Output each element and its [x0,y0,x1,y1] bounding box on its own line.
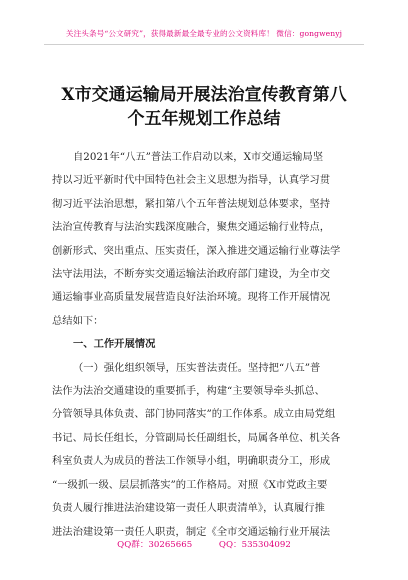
document-body [52,146,360,544]
body-line: 创新形式、突出重点、压实责任，深入推进交通运输行业尊法学 [52,244,341,257]
footer-contact [0,538,408,550]
body-line: 科室负责人为成员的普法工作领导小组，明确职责分工，形成 [52,455,331,468]
document-title [30,83,378,131]
body-line: 自2021年“八五”普法工作启动以来，X市交通运输局坚 [73,151,324,163]
body-line: 书记、局长任组长，分管副局长任副组长，局属各单位、机关各 [52,431,341,444]
footer-qq: QQ：535304092 [218,540,291,550]
title-line-2: 个五年规划工作总结 [127,109,281,129]
body-line: 法治宣传教育与法治实践深度融合，聚焦交通运输行业特点， [52,221,331,234]
header-divider [44,44,364,45]
header-promo-note: 关注头条号“公文研究”，获得最新最全最专业的公文资料库！ 微信：gongwenyj [65,29,343,38]
body-line: “一级抓一级、层层抓落实”的工作格局。对照《X市党政主要 [52,478,328,491]
body-line: 持以习近平新时代中国特色社会主义思想为指导，认真学习贯 [52,174,331,187]
body-line: 分管领导具体负责、部门协同落实”的工作体系。成立由局党组 [52,408,336,421]
section-heading: 一、工作开展情况 [73,338,156,351]
body-line: 通运输事业高质量发展营造良好法治环境。现将工作开展情况 [52,291,331,304]
body-line: （一）强化组织领导，压实普法责任。坚持把“八五”普 [73,361,321,374]
body-line: 法作为法治交通建设的重要抓手，构建“主要领导牵头抓总、 [52,385,325,398]
body-line: 进法治建设第一责任人职责，制定《全市交通运输行业开展法 [52,525,331,538]
body-line: 负责人履行推进法治建设第一责任人职责清单》，认真履行推 [52,502,325,515]
title-line-1: X市交通运输局开展法治宣传教育第八 [61,85,347,105]
body-line: 彻习近平法治思想，紧扣第八个五年普法规划总体要求，坚持 [52,197,331,210]
footer-qq-group: QQ群：30265665 [117,540,193,550]
body-line: 总结如下： [52,314,104,327]
body-line: 法守法用法，不断夯实交通运输法治政府部门建设，为全市交 [52,268,331,281]
